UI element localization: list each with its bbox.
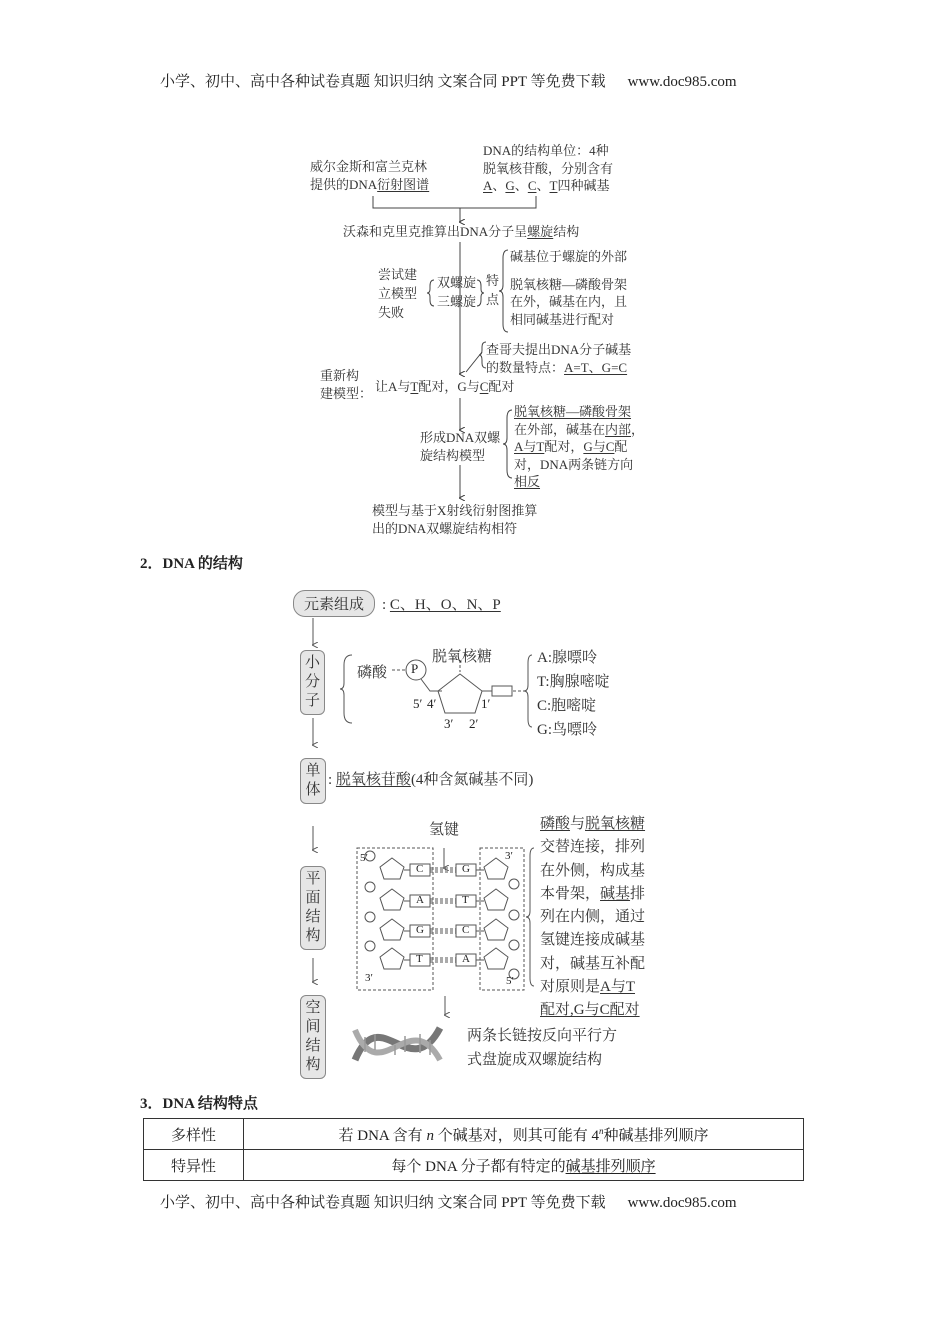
strand-end: 5′	[506, 975, 514, 987]
phosphate-label: 磷酸	[357, 665, 388, 681]
note-underline: 衍射图谱	[377, 176, 430, 192]
p: 让A与	[375, 379, 411, 394]
feature-line: 碱基位于螺旋的外部	[510, 249, 628, 264]
strand-end: 5′	[360, 852, 368, 864]
ft: 内部	[605, 421, 632, 437]
ft: A与T	[514, 439, 545, 454]
p: 配对，G与	[418, 379, 480, 394]
feature-name: 特异性	[144, 1150, 244, 1181]
pt: 列在内侧，通过	[540, 909, 646, 926]
st: 两条长链按反向平行方	[467, 1028, 618, 1044]
step-text: 结构	[553, 224, 580, 239]
ft: ，	[631, 421, 645, 437]
ft: 配	[614, 439, 628, 454]
p: 配对	[488, 379, 515, 394]
header-url: www.doc985.com	[627, 74, 737, 90]
phosphate-p: P	[411, 661, 419, 676]
hydrogen-bond	[430, 899, 456, 903]
base-letter: G	[462, 863, 470, 875]
base-a: A	[483, 178, 493, 193]
hydrogen-bond	[430, 868, 456, 872]
base-letter: A	[416, 894, 424, 906]
sep: 、	[514, 178, 528, 193]
fail-line: 失败	[378, 305, 405, 320]
pt: 本骨架，	[540, 885, 601, 902]
hydrogen-bond	[430, 958, 456, 962]
note-line: 脱氧核苷酸，分别含有	[483, 160, 614, 176]
base-c: C	[527, 178, 537, 193]
feature-line: 在外，碱基在内，且	[510, 294, 628, 309]
d: 个碱基对，则其可能有 4	[433, 1127, 599, 1144]
rebuild-line: 重新构	[320, 368, 360, 383]
base-item: G:鸟嘌呤	[537, 722, 598, 738]
sep: 、	[536, 178, 550, 193]
feature-name: 多样性	[144, 1119, 244, 1150]
carbon-2: 2′	[469, 716, 479, 731]
section-2-title: 2．DNA 的结构	[140, 556, 243, 572]
right-sugar	[484, 889, 508, 910]
pt: 磷酸	[540, 816, 571, 832]
double-helix-image	[355, 1028, 440, 1060]
left-sugar	[380, 889, 404, 910]
feature-label: 特点	[486, 273, 500, 307]
chargaff-ratio: A=T、G=C	[564, 359, 628, 375]
ft: G与C	[583, 439, 615, 454]
pt: 在外侧，构成基	[540, 862, 646, 879]
note-line: 四种碱基	[557, 178, 610, 193]
sep: 、	[492, 178, 506, 193]
left-phosphate	[365, 882, 375, 892]
plane-structure-label: 平面结构	[300, 866, 326, 950]
pu: C	[479, 379, 489, 394]
left-sugar	[380, 919, 404, 940]
feature-desc	[244, 1119, 804, 1150]
ft: 配对，	[544, 439, 584, 454]
table-row	[144, 1150, 804, 1181]
d: 每个 DNA 分子都有特定的	[391, 1158, 566, 1175]
base-letter: T	[416, 953, 423, 965]
conclusion-line: 出的DNA双螺旋结构相符	[372, 520, 518, 536]
base-letter: A	[462, 953, 470, 965]
right-sugar	[484, 919, 508, 940]
strand-end: 3′	[505, 850, 513, 862]
dna-features-table	[143, 1118, 804, 1181]
footer-url: www.doc985.com	[627, 1195, 737, 1211]
base-list	[537, 646, 610, 742]
carbon-3: 3′	[444, 716, 454, 731]
pt: 氢键连接成碱基	[540, 932, 646, 949]
ft: 脱氧核糖—磷酸骨架	[514, 404, 632, 419]
sugar-label: 脱氧核糖	[432, 649, 493, 665]
d: n	[426, 1127, 434, 1144]
note-line: 提供的DNA	[310, 176, 378, 192]
pt: 对，碱基互补配	[540, 955, 646, 972]
model-triple: 三螺旋	[437, 294, 477, 309]
base-t: T	[549, 178, 558, 193]
base-letter: G	[416, 924, 424, 936]
elements-list: C、H、O、N、P	[389, 597, 501, 613]
left-sugar	[380, 948, 404, 969]
carbon-1: 1′	[481, 696, 491, 711]
pt: 脱氧核糖	[585, 816, 646, 832]
conclusion-line: 模型与基于X射线衍射图推算	[372, 503, 538, 518]
pt: 排	[630, 885, 646, 902]
right-phosphate	[509, 940, 519, 950]
right-sugar	[484, 948, 508, 969]
d: n	[598, 1125, 604, 1136]
step-underline: 螺旋	[527, 224, 554, 239]
carbon-5: 5′	[413, 696, 423, 711]
pu: T	[410, 379, 419, 394]
feature-line: 脱氧核糖—磷酸骨架	[510, 276, 628, 292]
page-footer	[160, 1191, 737, 1212]
spatial-structure-label: 空间结构	[300, 995, 326, 1079]
fail-line: 立模型	[378, 286, 418, 301]
monomer-value: : 脱氧核苷酸(4种含氮碱基不同)	[328, 772, 534, 788]
model-double: 双螺旋	[437, 275, 477, 290]
elements-label: 元素组成	[293, 590, 375, 617]
monomer-label: 单体	[300, 758, 326, 804]
left-sugar	[380, 858, 404, 879]
footer-text: 小学、初中、高中各种试卷真题 知识归纳 文案合同 PPT 等免费下载	[160, 1195, 606, 1211]
base-letter: C	[462, 924, 470, 936]
pt: 碱基	[600, 885, 631, 902]
right-phosphate	[509, 879, 519, 889]
base-item: A:腺嘌呤	[537, 650, 598, 666]
spatial-text	[467, 1024, 617, 1072]
feature-line: 相同碱基进行配对	[510, 311, 615, 327]
st: 式盘旋成双螺旋结构	[467, 1052, 603, 1068]
base-g: G	[505, 178, 515, 193]
base-item: C:胞嘧啶	[537, 698, 597, 714]
pt: A与T	[600, 979, 636, 996]
left-phosphate	[365, 912, 375, 922]
pt: 配对,G与C配对	[540, 1002, 640, 1019]
small-molecule-label: 小分子	[300, 650, 325, 715]
base-item: T:胸腺嘧啶	[537, 674, 610, 690]
pt: 交替连接，排列	[540, 839, 646, 856]
section-3-title: 3．DNA 结构特点	[140, 1096, 258, 1112]
ft: 相反	[514, 474, 541, 489]
formed-line: 旋结构模型	[420, 447, 486, 463]
pt: 与	[570, 816, 586, 832]
monomer-note: (4种含氮碱基不同)	[410, 772, 534, 788]
d: 种碱基排列顺序	[603, 1127, 709, 1144]
pt: 对原则是	[540, 979, 601, 996]
ft: 对，DNA两条链方向	[514, 456, 634, 472]
hydrogen-bond-label: 氢键	[429, 822, 460, 838]
d: 碱基排列顺序	[565, 1158, 656, 1175]
note-line: 威尔金斯和富兰克林	[310, 159, 428, 174]
note-line: DNA的结构单位：4种	[483, 143, 609, 158]
chargaff-line: 查哥夫提出DNA分子碱基	[486, 342, 632, 357]
header-text: 小学、初中、高中各种试卷真题 知识归纳 文案合同 PPT 等免费下载	[160, 74, 606, 90]
base-letter: C	[416, 863, 424, 875]
elements-value: : C、H、O、N、P	[382, 597, 501, 613]
base-letter: T	[462, 894, 469, 906]
rebuild-line: 建模型：	[320, 385, 373, 401]
table-row	[144, 1119, 804, 1150]
carbon-4: 4′	[427, 696, 437, 711]
plane-text	[540, 813, 645, 1023]
hydrogen-bond	[430, 929, 456, 933]
monomer-name: 脱氧核苷酸	[335, 772, 411, 788]
formed-line: 形成DNA双螺	[420, 430, 501, 445]
left-phosphate	[365, 941, 375, 951]
ft: 在外部，碱基在	[514, 421, 606, 437]
feature-desc	[244, 1150, 804, 1181]
d: 若 DNA 含有	[338, 1127, 427, 1144]
right-phosphate	[509, 910, 519, 920]
strand-end: 3′	[365, 972, 373, 984]
chargaff-line: 的数量特点：	[486, 359, 565, 375]
step-text: 沃森和克里克推算出DNA分子呈	[343, 224, 528, 239]
fail-line: 尝试建	[378, 267, 418, 282]
